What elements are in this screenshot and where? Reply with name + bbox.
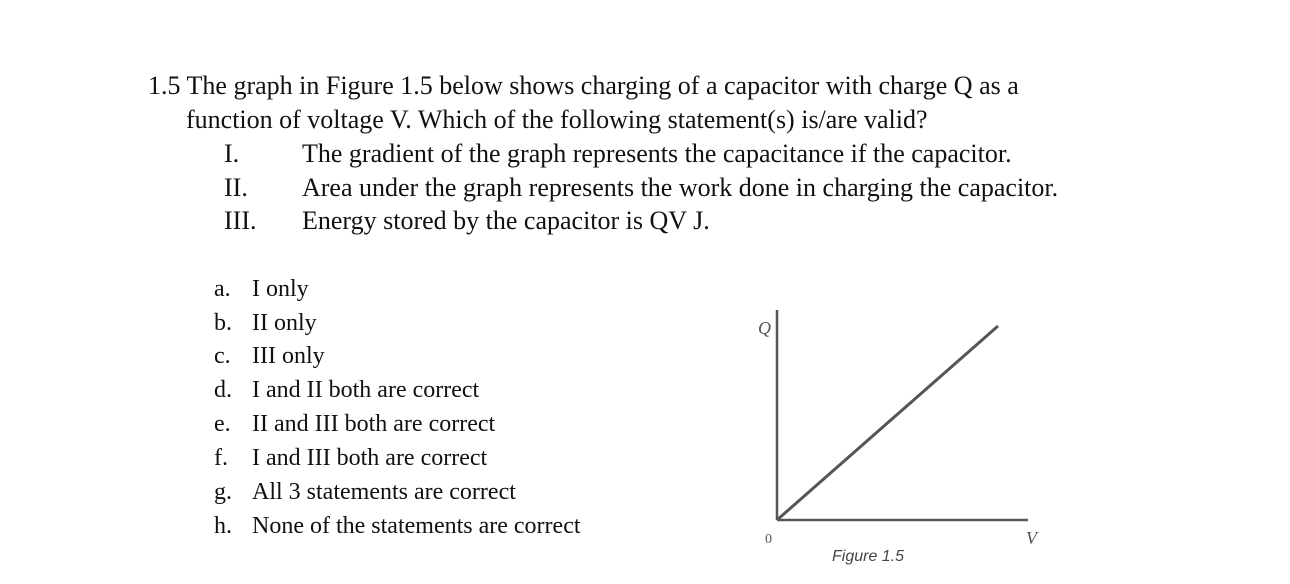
option-letter: a. xyxy=(214,276,231,302)
option-letter: f. xyxy=(214,445,228,471)
option-text: I and III both are correct xyxy=(252,445,488,471)
option-text: III only xyxy=(252,343,325,369)
option-text: II and III both are correct xyxy=(252,411,496,437)
option-e xyxy=(214,408,495,440)
q-v-graph xyxy=(740,300,1040,550)
option-b xyxy=(214,307,317,339)
statement-2 xyxy=(224,171,1058,205)
statement-1 xyxy=(224,137,1012,171)
option-text: All 3 statements are correct xyxy=(252,479,516,505)
option-text: I and II both are correct xyxy=(252,377,480,403)
y-axis-label: Q xyxy=(758,318,771,338)
statement-3 xyxy=(224,204,710,238)
option-letter: e. xyxy=(214,411,231,437)
question-line-1: 1.5 The graph in Figure 1.5 below shows charging of a capacitor with charge Q as a xyxy=(148,71,1019,100)
option-letter: c. xyxy=(214,343,231,369)
option-letter: h. xyxy=(214,513,232,539)
statement-text: The gradient of the graph represents the capacitance if the capacitor. xyxy=(302,139,1012,168)
option-letter: g. xyxy=(214,479,232,505)
option-g xyxy=(214,476,516,508)
option-h xyxy=(214,510,581,542)
charge-voltage-line xyxy=(777,326,998,520)
option-letter: d. xyxy=(214,377,232,403)
option-f xyxy=(214,442,487,474)
statement-number: I. xyxy=(224,139,240,168)
option-a xyxy=(214,273,309,305)
option-d xyxy=(214,374,479,406)
option-text: II only xyxy=(252,310,317,336)
question-line-2: function of voltage V. Which of the following statement(s) is/are valid? xyxy=(186,105,928,134)
option-letter: b. xyxy=(214,310,232,336)
statement-number: III. xyxy=(224,206,257,235)
origin-label: 0 xyxy=(765,532,772,547)
option-c xyxy=(214,340,325,372)
x-axis-label: V xyxy=(1026,528,1037,548)
statement-text: Energy stored by the capacitor is QV J. xyxy=(302,206,710,235)
figure-caption: Figure 1.5 xyxy=(832,548,905,565)
statement-number: II. xyxy=(224,173,248,202)
statement-text: Area under the graph represents the work done in charging the capacitor. xyxy=(302,173,1059,202)
option-text: None of the statements are correct xyxy=(252,513,581,539)
option-text: I only xyxy=(252,276,309,302)
